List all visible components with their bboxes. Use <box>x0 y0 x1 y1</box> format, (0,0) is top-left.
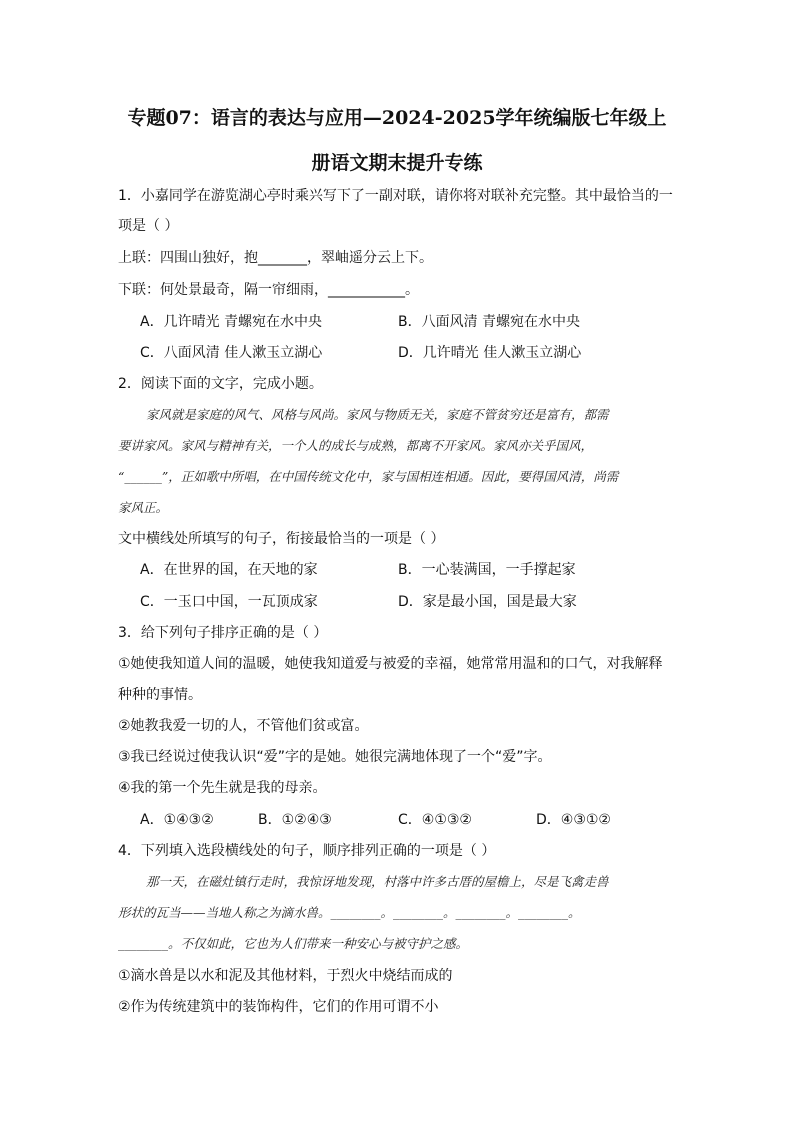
q1-stem-line-2: 项是（ ） <box>118 218 179 234</box>
q3-option-b[interactable]: B．①②④③ <box>258 812 332 828</box>
q3-sentence-1-line-1: ①她使我知道人间的温暖，她使我知道爱与被爱的幸福，她常常用温和的口气，对我解释 <box>118 656 663 672</box>
q4-sentence-1: ①滴水兽是以水和泥及其他材料，于烈火中烧结而成的 <box>118 968 453 984</box>
q3-sentence-4: ④我的第一个先生就是我的母亲。 <box>118 780 327 796</box>
q2-sub-stem: 文中横线处所填写的句子，衔接最恰当的一项是（ ） <box>118 531 445 547</box>
q4-passage-line-2: 形状的瓦当——当地人称之为滴水兽。________。________。________。________。 <box>118 905 581 920</box>
q3-option-a[interactable]: A．①④③② <box>140 812 214 828</box>
document-title-line-2: 册语文期末提升专练 <box>311 152 483 174</box>
q3-stem: 3．给下列句子排序正确的是（ ） <box>118 625 328 641</box>
q1-option-c[interactable]: C．八面风清 佳人漱玉立湖心 <box>140 345 323 361</box>
q1-option-d[interactable]: D．几许晴光 佳人漱玉立湖心 <box>398 345 582 361</box>
q2-stem: 2．阅读下面的文字，完成小题。 <box>118 376 323 392</box>
q3-option-d[interactable]: D．④③①② <box>536 812 611 828</box>
q4-passage-line-3: ________。不仅如此，它也为人们带来一种安心与被守护之感。 <box>118 936 469 951</box>
q3-sentence-3: ③我已经说过使我认识“爱”字的是她。她很完满地体现了一个“爱”字。 <box>118 749 552 765</box>
q1-stem-line-1: 1．小嘉同学在游览湖心亭时乘兴写下了一副对联，请你将对联补充完整。其中最恰当的一 <box>118 188 673 204</box>
q2-option-d[interactable]: D．家是最小国，国是最大家 <box>398 594 577 610</box>
q1-option-b[interactable]: B．八面风清 青螺宛在水中央 <box>398 314 581 330</box>
q3-option-c[interactable]: C．④①③② <box>398 812 472 828</box>
q4-stem: 4．下列填入选段横线处的句子，顺序排列正确的一项是（ ） <box>118 843 496 859</box>
q2-option-c[interactable]: C．一玉口中国，一瓦顶成家 <box>140 594 318 610</box>
q2-passage-line-2: 要讲家风。家风与精神有关，一个人的成长与成熟，都离不开家风。家风亦关乎国风， <box>118 438 594 453</box>
q2-passage-line-4: 家风正。 <box>118 500 169 515</box>
q1-couplet-lower: 下联：何处景最奇，隔一帘细雨，___________。 <box>118 282 419 298</box>
q1-option-a[interactable]: A．几许晴光 青螺宛在水中央 <box>140 314 323 330</box>
q2-option-a[interactable]: A．在世界的国，在天地的家 <box>140 562 318 578</box>
q2-option-b[interactable]: B．一心装满国，一手撑起家 <box>398 562 576 578</box>
q4-sentence-2: ②作为传统建筑中的装饰构件，它们的作用可谓不小 <box>118 999 439 1015</box>
q3-sentence-2: ②她教我爱一切的人，不管他们贫或富。 <box>118 718 369 734</box>
q2-passage-line-1: 家风就是家庭的风气、风格与风尚。家风与物质无关，家庭不管贫穷还是富有，都需 <box>146 407 609 422</box>
q4-passage-line-1: 那一天，在磁灶镇行走时，我惊讶地发现，村落中许多古厝的屋檐上，尽是飞禽走兽 <box>146 874 609 889</box>
q3-sentence-1-line-2: 种种的事情。 <box>118 687 202 703</box>
document-title-line-1: 专题07：语言的表达与应用—2024-2025学年统编版七年级上 <box>127 107 667 129</box>
q2-passage-line-3: “______”，正如歌中所唱，在中国传统文化中，家与国相连相通。因此，要得国风清，尚需 <box>118 469 619 484</box>
q1-couplet-upper: 上联：四围山独好，抱_______，翠岫遥分云上下。 <box>118 250 433 266</box>
